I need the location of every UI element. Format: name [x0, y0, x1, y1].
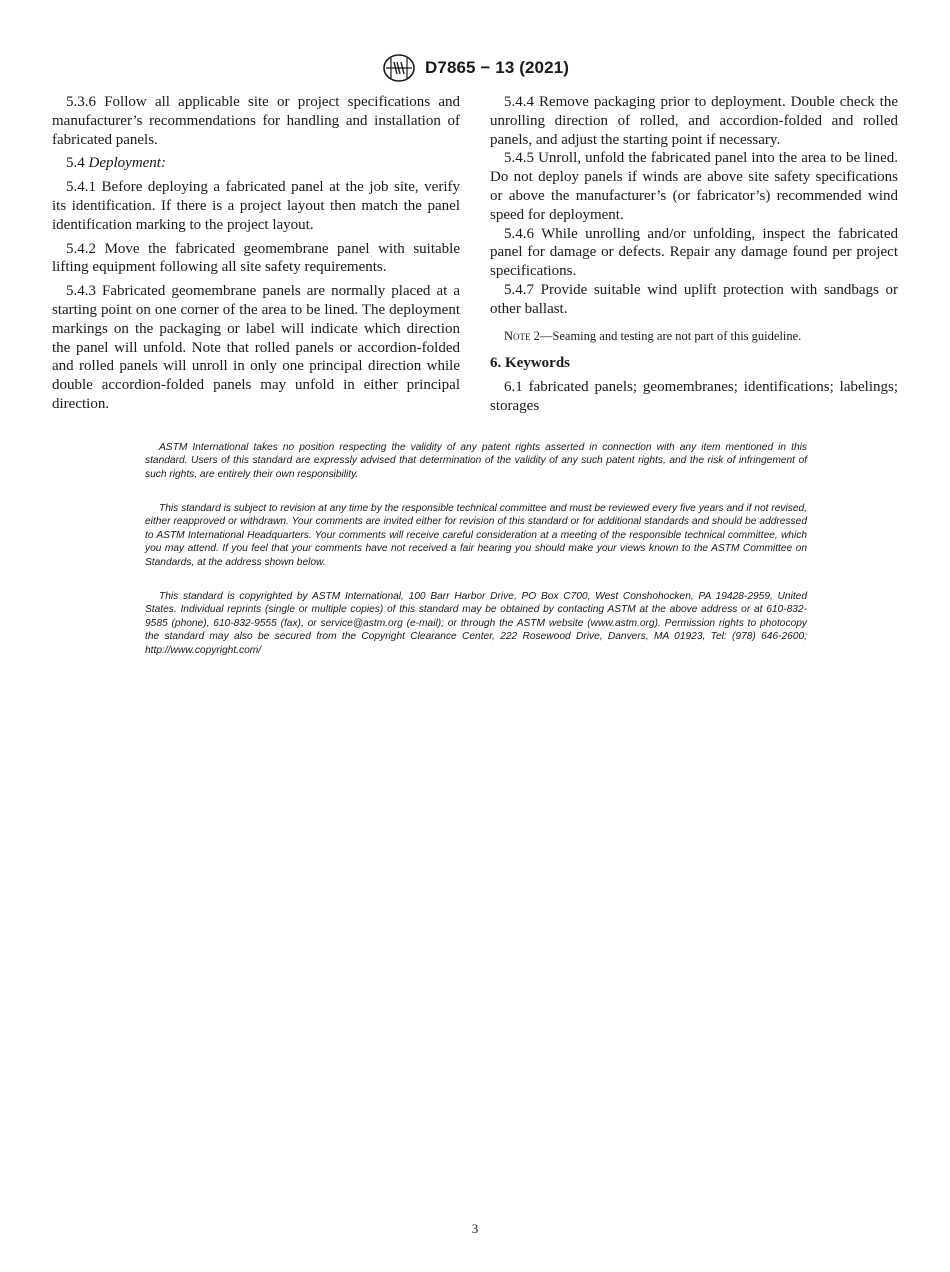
page-header	[0, 52, 950, 84]
patent-disclaimer-text: ASTM International takes no position respecting the validity of any patent rights asserted in connection with any item mentioned in this standard. Users of this standard are expressly advised that determination of the validity of any such patent rights, and the risk of infringement of such rights, are entirely their own responsibility.	[145, 442, 807, 480]
revision-notice-text: This standard is subject to revision at any time by the responsible technical committee and must be reviewed every five years and if not revised, either reapproved or withdrawn. Your comments are invited either for revision of this standard or for additional standards and should be addressed to ASTM International Headquarters. Your comments will receive careful consideration at a meeting of the responsible technical committee, which you may attend. If you feel that your comments have not received a fair hearing you should make your views known to the ASTM Committee on Standards, at the address shown below.	[145, 503, 807, 568]
section-5-4-title	[52, 154, 460, 173]
right-column	[490, 93, 898, 421]
left-column	[52, 93, 460, 419]
page-number: 3	[471, 1221, 479, 1236]
patent-disclaimer	[145, 441, 807, 481]
paragraph-5-4-5: 5.4.5 Unroll, unfold the fabricated panel into the area to be lined. Do not deploy panels if winds are above site safety specifications or above the manufacturer’s (or fabricator’s) recommended wind speed for deployment.	[490, 150, 898, 223]
paragraph-5-4-1: 5.4.1 Before deploying a fabricated panel at the job site, verify its identification. If there is a project layout then match the panel identification marking to the project layout.	[52, 179, 460, 233]
paragraph-5-4-2: 5.4.2 Move the fabricated geomembrane panel with suitable lifting equipment following all site safety requirements.	[52, 240, 460, 276]
paragraph-5-3-6: 5.3.6 Follow all applicable site or project specifications and manufacturer’s recommendations for handling and installation of fabricated panels.	[52, 94, 460, 148]
paragraph-5-4-6: 5.4.6 While unrolling and/or unfolding, inspect the fabricated panel for damage or defects. Repair any damage found per project specifications.	[490, 225, 898, 280]
note-2	[490, 328, 898, 344]
keywords-heading: 6. Keywords	[490, 354, 570, 371]
copyright-notice-text: This standard is copyrighted by ASTM International, 100 Barr Harbor Drive, PO Box C700, West Conshohocken, PA 19428-2959, United States. Individual reprints (single or multiple copies) of this standard may be obtained by contacting ASTM at the above address or at 610-832-9585 (phone), 610-832-9555 (fax), or service@astm.org (e-mail); or through the ASTM website (www.astm.org). Permission rights to photocopy the standard may also be secured from the Copyright Clearance Center, 222 Rosewood Drive, Danvers, MA 01923, Tel: (978) 646-2600; http://www.copyright.com/	[145, 591, 807, 656]
section-5-4-heading: Deployment:	[88, 155, 166, 172]
paragraph-5-4-7: 5.4.7 Provide suitable wind uplift protection with sandbags or other ballast.	[490, 281, 898, 317]
note-text: 2—Seaming and testing are not part of this guideline.	[530, 328, 802, 343]
section-5-4-number: 5.4	[66, 155, 85, 172]
astm-logo-icon	[381, 52, 417, 84]
document-id: D7865 − 13 (2021)	[425, 58, 569, 77]
note-label: Note	[504, 328, 531, 343]
paragraph-5-4-3: 5.4.3 Fabricated geomembrane panels are normally placed at a starting point on one corner of the area to be lined. The deployment markings on the packaging or label will indicate which direction the panel will unfold. Note that rolled panels or accordion-folded and rolled panels will unroll in only one principal direction while double accordion-folded panels may unfold in either principal direction.	[52, 283, 460, 412]
paragraph-6-1: 6.1 fabricated panels; geomembranes; identifications; labelings; storages	[490, 379, 898, 415]
copyright-notice	[145, 590, 807, 657]
revision-notice	[145, 502, 807, 569]
paragraph-5-4-4: 5.4.4 Remove packaging prior to deployment. Double check the unrolling direction of rolled, and accordion-folded and rolled panels, and adjust the starting point if necessary.	[490, 94, 898, 148]
